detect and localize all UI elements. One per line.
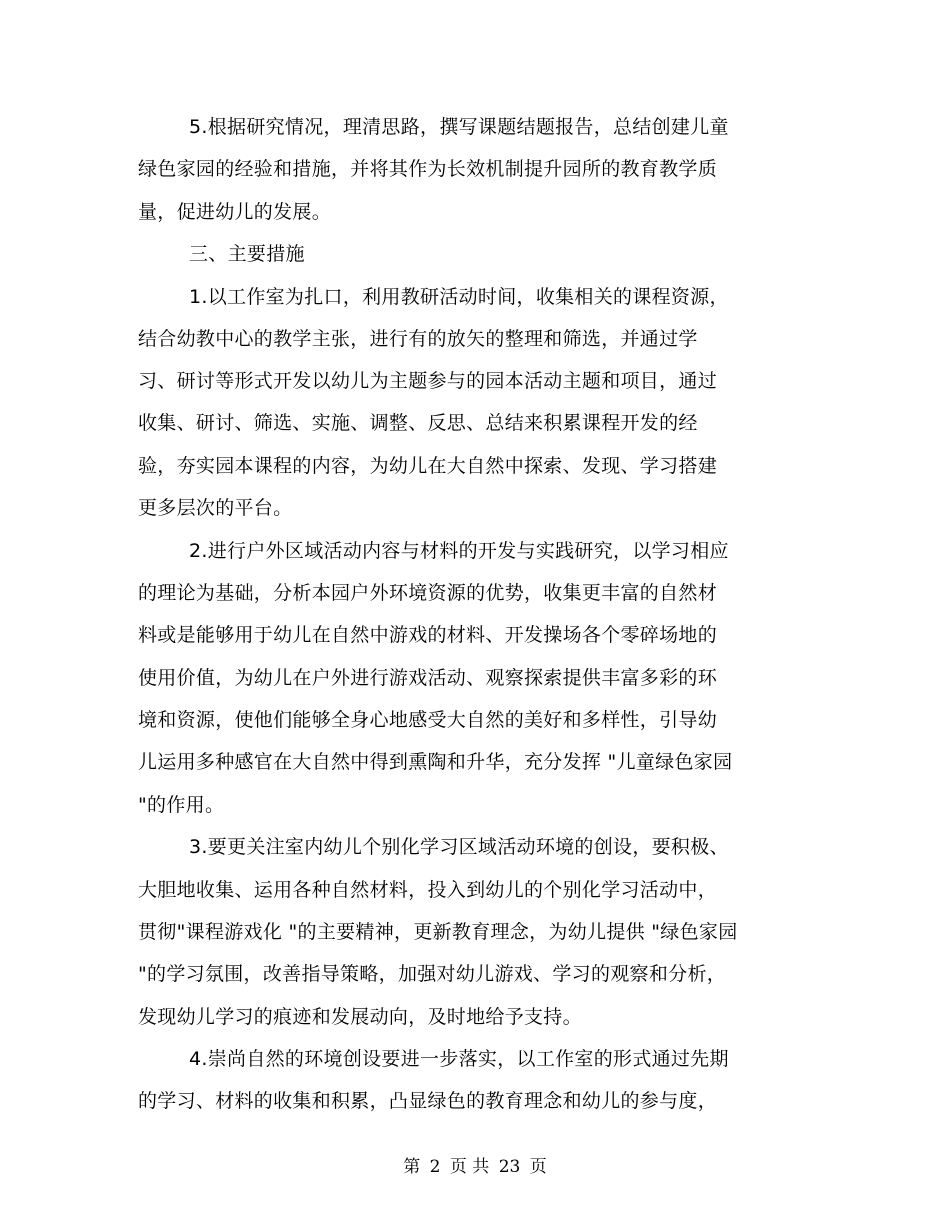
footer-suffix: 页 bbox=[529, 1157, 547, 1177]
paragraph-line: 量，促进幼儿的发展。 bbox=[138, 201, 332, 223]
paragraph-line: 的学习、材料的收集和积累，凸显绿色的教育理念和幼儿的参与度， bbox=[138, 1090, 718, 1112]
paragraph-line: "的作用。 bbox=[138, 794, 225, 816]
paragraph-line: 2.进行户外区域活动内容与材料的开发与实践研究，以学习相应 bbox=[189, 540, 729, 562]
current-page-number: 2 bbox=[429, 1157, 441, 1177]
paragraph-line: 1.以工作室为扎口，利用教研活动时间，收集相关的课程资源， bbox=[189, 286, 729, 308]
total-page-count: 23 bbox=[498, 1157, 521, 1177]
paragraph-line: 3.要更关注室内幼儿个别化学习区域活动环境的创设，要积极、 bbox=[189, 836, 729, 858]
paragraph-line: 习、研讨等形式开发以幼儿为主题参与的园本活动主题和项目，通过 bbox=[138, 370, 718, 392]
footer-prefix: 第 bbox=[403, 1157, 421, 1177]
paragraph-line: 结合幼教中心的教学主张，进行有的放矢的整理和筛选，并通过学 bbox=[138, 328, 698, 350]
paragraph-line: 验，夯实园本课程的内容，为幼儿在大自然中探索、发现、学习搭建 bbox=[138, 455, 718, 477]
paragraph-line: 境和资源，使他们能够全身心地感受大自然的美好和多样性，引导幼 bbox=[138, 709, 718, 731]
paragraph-line: 发现幼儿学习的痕迹和发展动向，及时地给予支持。 bbox=[138, 1006, 582, 1028]
paragraph-line: 料或是能够用于幼儿在自然中游戏的材料、开发操场各个零碎场地的 bbox=[138, 624, 718, 646]
paragraph-line: 5.根据研究情况，理清思路，撰写课题结题报告，总结创建儿童 bbox=[189, 116, 729, 138]
paragraph-line: 使用价值，为幼儿在户外进行游戏活动、观察探索提供丰富多彩的环 bbox=[138, 667, 718, 689]
page-footer bbox=[0, 1152, 950, 1177]
paragraph-line: 4.崇尚自然的环境创设要进一步落实，以工作室的形式通过先期 bbox=[189, 1048, 729, 1070]
paragraph-line: 贯彻"课程游戏化 "的主要精神，更新教育理念，为幼儿提供 "绿色家园 bbox=[138, 921, 738, 943]
paragraph-line: 大胆地收集、运用各种自然材料，投入到幼儿的个别化学习活动中， bbox=[138, 879, 718, 901]
section-heading: 三、主要措施 bbox=[189, 243, 305, 265]
paragraph-line: "的学习氛围，改善指导策略，加强对幼儿游戏、学习的观察和分析， bbox=[138, 963, 727, 985]
paragraph-line: 更多层次的平台。 bbox=[138, 497, 293, 519]
paragraph-line: 的理论为基础，分析本园户外环境资源的优势，收集更丰富的自然材 bbox=[138, 582, 718, 604]
paragraph-line: 儿运用多种感官在大自然中得到熏陶和升华，充分发挥 "儿童绿色家园 bbox=[138, 751, 733, 773]
paragraph-line: 绿色家园的经验和措施，并将其作为长效机制提升园所的教育教学质 bbox=[138, 158, 718, 180]
paragraph-line: 收集、研讨、筛选、实施、调整、反思、总结来积累课程开发的经 bbox=[138, 412, 698, 434]
footer-middle: 页 共 bbox=[449, 1157, 490, 1177]
